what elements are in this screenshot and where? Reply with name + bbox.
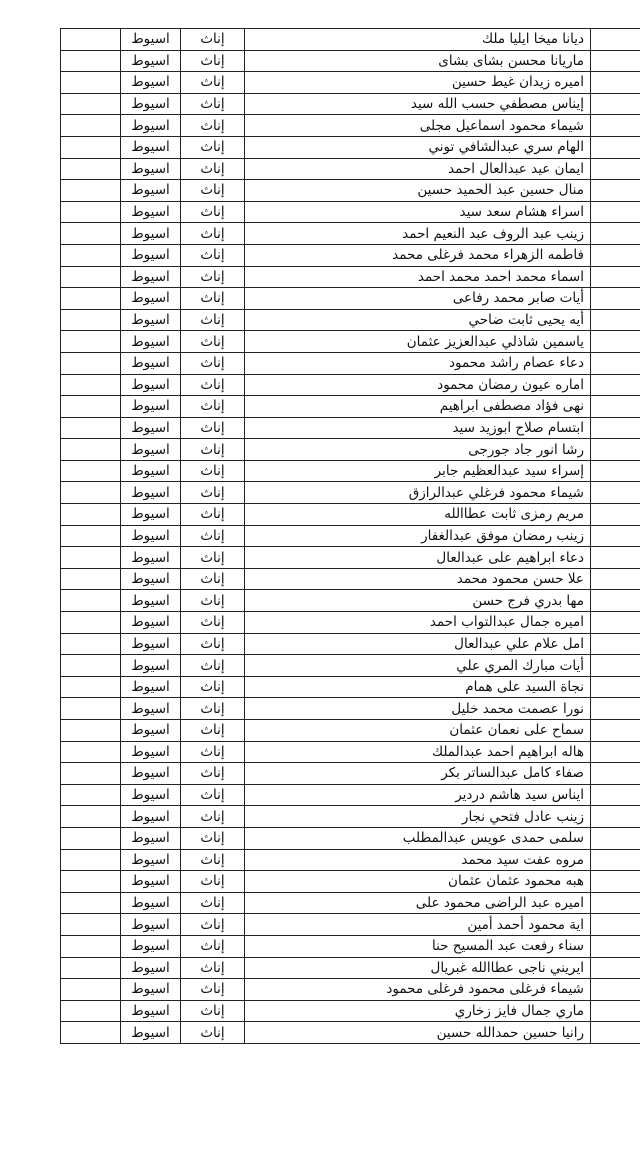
row-number-cell	[591, 93, 640, 115]
name-cell: مروه عفت سيد محمد	[245, 849, 591, 871]
governorate-cell: اسيوط	[121, 504, 181, 526]
gender-cell: إناث	[181, 957, 245, 979]
empty-cell	[61, 871, 121, 893]
row-number-cell	[591, 201, 640, 223]
table-row	[61, 590, 640, 612]
empty-cell	[61, 590, 121, 612]
empty-cell	[61, 568, 121, 590]
table-row	[61, 50, 640, 72]
name-cell: إيناس مصطفي حسب الله سيد	[245, 93, 591, 115]
table-row	[61, 763, 640, 785]
name-cell: اميره زيدان غيط حسين	[245, 72, 591, 94]
gender-cell: إناث	[181, 612, 245, 634]
row-number-cell	[591, 331, 640, 353]
row-number-cell	[591, 115, 640, 137]
empty-cell	[61, 115, 121, 137]
governorate-cell: اسيوط	[121, 525, 181, 547]
row-number-cell	[591, 849, 640, 871]
empty-cell	[61, 29, 121, 51]
gender-cell: إناث	[181, 50, 245, 72]
governorate-cell: اسيوط	[121, 374, 181, 396]
table-row	[61, 871, 640, 893]
gender-cell: إناث	[181, 158, 245, 180]
empty-cell	[61, 655, 121, 677]
governorate-cell: اسيوط	[121, 784, 181, 806]
name-cell: رشا انور جاد جورجى	[245, 439, 591, 461]
table-row	[61, 720, 640, 742]
row-number-cell	[591, 309, 640, 331]
governorate-cell: اسيوط	[121, 158, 181, 180]
gender-cell: إناث	[181, 417, 245, 439]
gender-cell: إناث	[181, 676, 245, 698]
governorate-cell: اسيوط	[121, 935, 181, 957]
gender-cell: إناث	[181, 309, 245, 331]
governorate-cell: اسيوط	[121, 309, 181, 331]
name-cell: سماح على نعمان عثمان	[245, 720, 591, 742]
governorate-cell: اسيوط	[121, 288, 181, 310]
name-cell: إسراء سيد عبدالعظيم جابر	[245, 460, 591, 482]
row-number-cell	[591, 29, 640, 51]
table-row	[61, 612, 640, 634]
empty-cell	[61, 525, 121, 547]
row-number-cell	[591, 50, 640, 72]
name-cell: أيات صابر محمد رفاعى	[245, 288, 591, 310]
governorate-cell: اسيوط	[121, 698, 181, 720]
governorate-cell: اسيوط	[121, 223, 181, 245]
governorate-cell: اسيوط	[121, 806, 181, 828]
row-number-cell	[591, 720, 640, 742]
row-number-cell	[591, 504, 640, 526]
row-number-cell	[591, 914, 640, 936]
row-number-cell	[591, 676, 640, 698]
name-cell: أيات مبارك المري علي	[245, 655, 591, 677]
gender-cell: إناث	[181, 504, 245, 526]
gender-cell: إناث	[181, 871, 245, 893]
row-number-cell	[591, 871, 640, 893]
gender-cell: إناث	[181, 633, 245, 655]
empty-cell	[61, 1022, 121, 1044]
table-row	[61, 568, 640, 590]
empty-cell	[61, 633, 121, 655]
gender-cell: إناث	[181, 72, 245, 94]
row-number-cell	[591, 396, 640, 418]
governorate-cell: اسيوط	[121, 396, 181, 418]
table-row	[61, 892, 640, 914]
name-cell: أيه يحيى ثابت ضاحي	[245, 309, 591, 331]
name-cell: سناء رفعت عبد المسيح حنا	[245, 935, 591, 957]
row-number-cell	[591, 417, 640, 439]
row-number-cell	[591, 979, 640, 1001]
name-cell: شيماء محمود فرغلي عبدالرازق	[245, 482, 591, 504]
name-cell: منال حسين عبد الحميد حسين	[245, 180, 591, 202]
empty-cell	[61, 460, 121, 482]
governorate-cell: اسيوط	[121, 633, 181, 655]
gender-cell: إناث	[181, 93, 245, 115]
gender-cell: إناث	[181, 849, 245, 871]
governorate-cell: اسيوط	[121, 612, 181, 634]
governorate-cell: اسيوط	[121, 957, 181, 979]
row-number-cell	[591, 374, 640, 396]
name-cell: ديانا ميخا ايليا ملك	[245, 29, 591, 51]
name-cell: دعاء ابراهيم على عبدالعال	[245, 547, 591, 569]
empty-cell	[61, 827, 121, 849]
table-row	[61, 784, 640, 806]
table-row	[61, 676, 640, 698]
gender-cell: إناث	[181, 439, 245, 461]
table-row	[61, 655, 640, 677]
name-cell: مريم رمزى ثابت عطاالله	[245, 504, 591, 526]
empty-cell	[61, 957, 121, 979]
name-cell: اسراء هشام سعد سيد	[245, 201, 591, 223]
empty-cell	[61, 676, 121, 698]
empty-cell	[61, 72, 121, 94]
governorate-cell: اسيوط	[121, 590, 181, 612]
table-row	[61, 331, 640, 353]
row-number-cell	[591, 892, 640, 914]
empty-cell	[61, 374, 121, 396]
row-number-cell	[591, 244, 640, 266]
row-number-cell	[591, 266, 640, 288]
row-number-cell	[591, 655, 640, 677]
row-number-cell	[591, 763, 640, 785]
empty-cell	[61, 612, 121, 634]
governorate-cell: اسيوط	[121, 827, 181, 849]
empty-cell	[61, 331, 121, 353]
governorate-cell: اسيوط	[121, 115, 181, 137]
name-cell: اماره عيون رمضان محمود	[245, 374, 591, 396]
name-cell: اسماء محمد احمد محمد احمد	[245, 266, 591, 288]
governorate-cell: اسيوط	[121, 1000, 181, 1022]
name-cell: شيماء فرغلى محمود فرغلى محمود	[245, 979, 591, 1001]
name-cell: رانيا حسين حمدالله حسين	[245, 1022, 591, 1044]
governorate-cell: اسيوط	[121, 547, 181, 569]
empty-cell	[61, 1000, 121, 1022]
gender-cell: إناث	[181, 784, 245, 806]
gender-cell: إناث	[181, 374, 245, 396]
table-row	[61, 244, 640, 266]
empty-cell	[61, 547, 121, 569]
empty-cell	[61, 892, 121, 914]
empty-cell	[61, 223, 121, 245]
row-number-cell	[591, 698, 640, 720]
row-number-cell	[591, 547, 640, 569]
table-row	[61, 396, 640, 418]
row-number-cell	[591, 72, 640, 94]
governorate-cell: اسيوط	[121, 871, 181, 893]
table-row	[61, 979, 640, 1001]
empty-cell	[61, 504, 121, 526]
row-number-cell	[591, 223, 640, 245]
empty-cell	[61, 93, 121, 115]
governorate-cell: اسيوط	[121, 979, 181, 1001]
governorate-cell: اسيوط	[121, 331, 181, 353]
row-number-cell	[591, 1000, 640, 1022]
table-row	[61, 72, 640, 94]
empty-cell	[61, 201, 121, 223]
document-sheet	[60, 28, 640, 1044]
table-row	[61, 115, 640, 137]
governorate-cell: اسيوط	[121, 136, 181, 158]
row-number-cell	[591, 136, 640, 158]
empty-cell	[61, 417, 121, 439]
table-row	[61, 223, 640, 245]
table-row	[61, 439, 640, 461]
gender-cell: إناث	[181, 201, 245, 223]
gender-cell: إناث	[181, 547, 245, 569]
table-row	[61, 698, 640, 720]
row-number-cell	[591, 806, 640, 828]
name-cell: امل علام علي عبدالعال	[245, 633, 591, 655]
name-cell: شيماء محمود اسماعيل مجلى	[245, 115, 591, 137]
table-row	[61, 1000, 640, 1022]
governorate-cell: اسيوط	[121, 266, 181, 288]
name-cell: ياسمين شاذلي عبدالعزيز عثمان	[245, 331, 591, 353]
gender-cell: إناث	[181, 568, 245, 590]
row-number-cell	[591, 460, 640, 482]
row-number-cell	[591, 180, 640, 202]
governorate-cell: اسيوط	[121, 93, 181, 115]
table-row	[61, 806, 640, 828]
name-cell: نهى فؤاد مصطفى ابراهيم	[245, 396, 591, 418]
table-row	[61, 93, 640, 115]
empty-cell	[61, 50, 121, 72]
table-row	[61, 957, 640, 979]
table-row	[61, 1022, 640, 1044]
empty-cell	[61, 741, 121, 763]
name-cell: ابتسام صلاح ابوزيد سيد	[245, 417, 591, 439]
governorate-cell: اسيوط	[121, 482, 181, 504]
name-cell: زينب رمضان موفق عبدالغفار	[245, 525, 591, 547]
table-row	[61, 525, 640, 547]
governorate-cell: اسيوط	[121, 244, 181, 266]
table-row	[61, 309, 640, 331]
governorate-cell: اسيوط	[121, 439, 181, 461]
name-cell: ايمان عيد عبدالعال احمد	[245, 158, 591, 180]
governorate-cell: اسيوط	[121, 720, 181, 742]
name-cell: صفاء كامل عبدالساتر بكر	[245, 763, 591, 785]
gender-cell: إناث	[181, 266, 245, 288]
gender-cell: إناث	[181, 525, 245, 547]
row-number-cell	[591, 568, 640, 590]
row-number-cell	[591, 288, 640, 310]
gender-cell: إناث	[181, 331, 245, 353]
name-cell: اميره جمال عبدالتواب احمد	[245, 612, 591, 634]
gender-cell: إناث	[181, 741, 245, 763]
row-number-cell	[591, 439, 640, 461]
empty-cell	[61, 352, 121, 374]
gender-cell: إناث	[181, 288, 245, 310]
name-cell: هبه محمود عثمان عثمان	[245, 871, 591, 893]
gender-cell: إناث	[181, 244, 245, 266]
name-cell: هاله ابراهيم احمد عبدالملك	[245, 741, 591, 763]
table-row	[61, 633, 640, 655]
name-cell: ايناس سيد هاشم دردير	[245, 784, 591, 806]
row-number-cell	[591, 590, 640, 612]
governorate-cell: اسيوط	[121, 676, 181, 698]
gender-cell: إناث	[181, 136, 245, 158]
row-number-cell	[591, 784, 640, 806]
governorate-cell: اسيوط	[121, 201, 181, 223]
governorate-cell: اسيوط	[121, 50, 181, 72]
governorate-cell: اسيوط	[121, 763, 181, 785]
gender-cell: إناث	[181, 460, 245, 482]
empty-cell	[61, 914, 121, 936]
row-number-cell	[591, 935, 640, 957]
name-cell: سلمى حمدى عويس عبدالمطلب	[245, 827, 591, 849]
empty-cell	[61, 136, 121, 158]
name-cell: الهام سري عبدالشافي توني	[245, 136, 591, 158]
empty-cell	[61, 979, 121, 1001]
table-row	[61, 914, 640, 936]
governorate-cell: اسيوط	[121, 180, 181, 202]
empty-cell	[61, 482, 121, 504]
name-cell: زينب عادل فتحي نجار	[245, 806, 591, 828]
table-row	[61, 136, 640, 158]
names-table	[60, 28, 640, 1044]
name-cell: مها بدري فرج حسن	[245, 590, 591, 612]
gender-cell: إناث	[181, 223, 245, 245]
governorate-cell: اسيوط	[121, 352, 181, 374]
row-number-cell	[591, 957, 640, 979]
gender-cell: إناث	[181, 1000, 245, 1022]
table-row	[61, 180, 640, 202]
empty-cell	[61, 309, 121, 331]
gender-cell: إناث	[181, 590, 245, 612]
gender-cell: إناث	[181, 720, 245, 742]
gender-cell: إناث	[181, 763, 245, 785]
name-cell: اية محمود أحمد أمين	[245, 914, 591, 936]
gender-cell: إناث	[181, 396, 245, 418]
empty-cell	[61, 849, 121, 871]
table-row	[61, 504, 640, 526]
empty-cell	[61, 763, 121, 785]
gender-cell: إناث	[181, 655, 245, 677]
empty-cell	[61, 720, 121, 742]
empty-cell	[61, 158, 121, 180]
name-cell: اميره عبد الراضى محمود على	[245, 892, 591, 914]
table-row	[61, 417, 640, 439]
table-row	[61, 374, 640, 396]
empty-cell	[61, 806, 121, 828]
name-cell: نجاة السيد على همام	[245, 676, 591, 698]
governorate-cell: اسيوط	[121, 914, 181, 936]
governorate-cell: اسيوط	[121, 72, 181, 94]
empty-cell	[61, 266, 121, 288]
gender-cell: إناث	[181, 115, 245, 137]
governorate-cell: اسيوط	[121, 460, 181, 482]
row-number-cell	[591, 827, 640, 849]
governorate-cell: اسيوط	[121, 892, 181, 914]
gender-cell: إناث	[181, 892, 245, 914]
table-row	[61, 288, 640, 310]
gender-cell: إناث	[181, 914, 245, 936]
row-number-cell	[591, 633, 640, 655]
table-row	[61, 460, 640, 482]
name-cell: علا حسن محمود محمد	[245, 568, 591, 590]
table-row	[61, 29, 640, 51]
empty-cell	[61, 396, 121, 418]
row-number-cell	[591, 1022, 640, 1044]
table-row	[61, 849, 640, 871]
gender-cell: إناث	[181, 806, 245, 828]
empty-cell	[61, 180, 121, 202]
row-number-cell	[591, 525, 640, 547]
table-row	[61, 741, 640, 763]
name-cell: دعاء عصام راشد محمود	[245, 352, 591, 374]
name-cell: ماريانا محسن بشاى بشاى	[245, 50, 591, 72]
governorate-cell: اسيوط	[121, 741, 181, 763]
gender-cell: إناث	[181, 979, 245, 1001]
empty-cell	[61, 935, 121, 957]
governorate-cell: اسيوط	[121, 568, 181, 590]
governorate-cell: اسيوط	[121, 29, 181, 51]
gender-cell: إناث	[181, 29, 245, 51]
table-row	[61, 158, 640, 180]
table-row	[61, 547, 640, 569]
gender-cell: إناث	[181, 352, 245, 374]
gender-cell: إناث	[181, 1022, 245, 1044]
gender-cell: إناث	[181, 180, 245, 202]
table-row	[61, 482, 640, 504]
gender-cell: إناث	[181, 935, 245, 957]
empty-cell	[61, 698, 121, 720]
empty-cell	[61, 288, 121, 310]
table-row	[61, 827, 640, 849]
row-number-cell	[591, 741, 640, 763]
empty-cell	[61, 439, 121, 461]
empty-cell	[61, 244, 121, 266]
empty-cell	[61, 784, 121, 806]
row-number-cell	[591, 482, 640, 504]
gender-cell: إناث	[181, 698, 245, 720]
table-row	[61, 935, 640, 957]
name-cell: ماري جمال فايز زخاري	[245, 1000, 591, 1022]
governorate-cell: اسيوط	[121, 1022, 181, 1044]
name-cell: فاطمه الزهراء محمد فرغلى محمد	[245, 244, 591, 266]
governorate-cell: اسيوط	[121, 849, 181, 871]
governorate-cell: اسيوط	[121, 417, 181, 439]
governorate-cell: اسيوط	[121, 655, 181, 677]
table-row	[61, 352, 640, 374]
table-row	[61, 201, 640, 223]
name-cell: زينب عبد الروف عبد النعيم احمد	[245, 223, 591, 245]
gender-cell: إناث	[181, 482, 245, 504]
name-cell: ايريني ناجى عطاالله غبريال	[245, 957, 591, 979]
row-number-cell	[591, 612, 640, 634]
row-number-cell	[591, 158, 640, 180]
row-number-cell	[591, 352, 640, 374]
name-cell: نورا عصمت محمد خليل	[245, 698, 591, 720]
names-table-body	[61, 29, 640, 1044]
gender-cell: إناث	[181, 827, 245, 849]
table-row	[61, 266, 640, 288]
